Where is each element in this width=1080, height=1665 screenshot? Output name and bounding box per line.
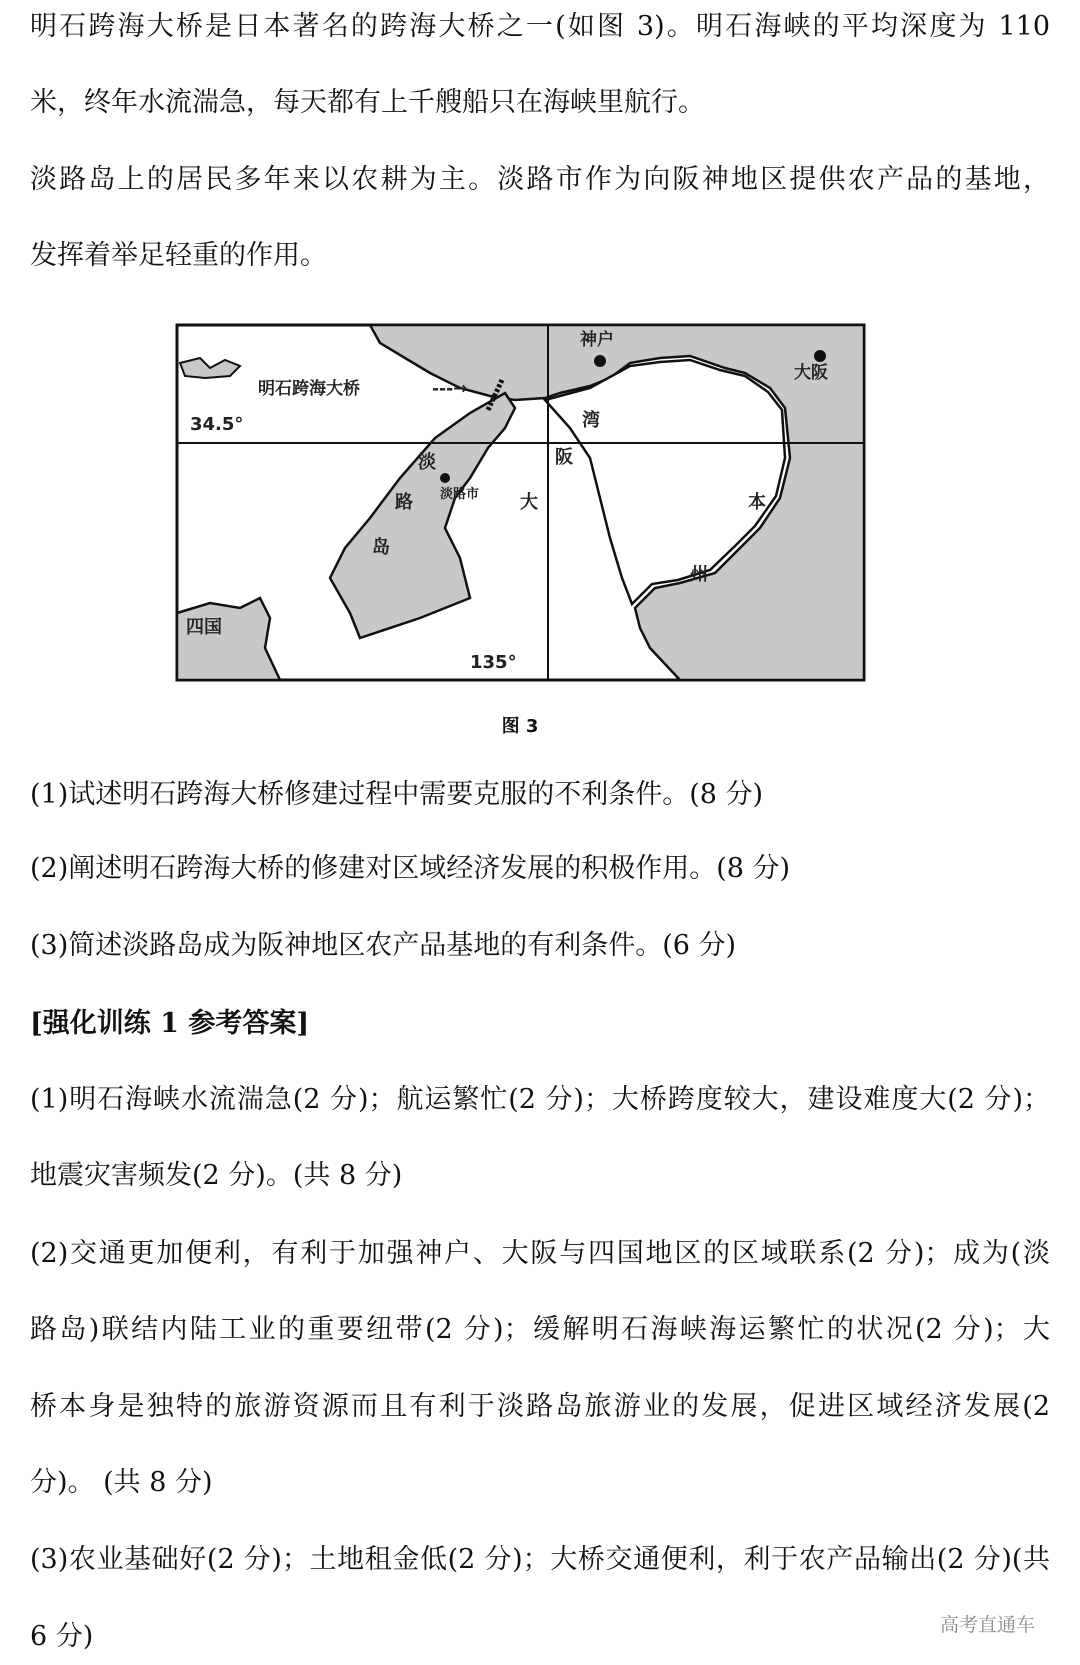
figure-caption: 图 3 bbox=[501, 716, 539, 737]
osaka-bay-char: 湾 bbox=[582, 410, 600, 431]
watermark: 高考直通车 bbox=[940, 1614, 1036, 1636]
answer-line: 6 分) bbox=[30, 1621, 94, 1652]
answer-line: (2)交通更加便利，有利于加强神户、大阪与四国地区的区域联系(2 分)；成为(淡 bbox=[30, 1238, 1050, 1269]
honshu-char: 州 bbox=[690, 564, 708, 585]
answer-title: [强化训练 1 参考答案] bbox=[30, 1008, 310, 1039]
awaji-island-char: 淡 bbox=[418, 452, 436, 473]
intro-line-4: 发挥着举足轻重的作用。 bbox=[30, 240, 327, 271]
osaka-bay-char: 大 bbox=[520, 492, 538, 513]
answer-line: 地震灾害频发(2 分)。(共 8 分) bbox=[30, 1160, 403, 1191]
osaka-label: 大阪 bbox=[794, 363, 828, 383]
answer-line: 路岛)联结内陆工业的重要纽带(2 分)；缓解明石海峡海运繁忙的状况(2 分)；大 bbox=[30, 1314, 1050, 1345]
longitude-label: 135° bbox=[470, 652, 517, 673]
honshu-char: 本 bbox=[748, 492, 766, 513]
osaka-bay-char: 阪 bbox=[555, 447, 573, 468]
awaji-island-char: 路 bbox=[395, 492, 413, 513]
bridge-label: 明石跨海大桥 bbox=[258, 379, 360, 399]
shikoku bbox=[177, 598, 280, 680]
bridge-arrow: ---→ bbox=[432, 379, 468, 399]
intro-line-1: 明石跨海大桥是日本著名的跨海大桥之一(如图 3)。明石海峡的平均深度为 110 bbox=[30, 11, 1050, 42]
answer-line: (3)农业基础好(2 分)；土地租金低(2 分)；大桥交通便利，利于农产品输出(2 分)(共 bbox=[30, 1544, 1050, 1575]
question-2: (2)阐述明石跨海大桥的修建对区域经济发展的积极作用。(8 分) bbox=[30, 853, 791, 884]
answer-line: (1)明石海峡水流湍急(2 分)；航运繁忙(2 分)；大桥跨度较大，建设难度大(2 分)； bbox=[30, 1084, 1050, 1115]
answer-line: 桥本身是独特的旅游资源而且有利于淡路岛旅游业的发展，促进区域经济发展(2 bbox=[30, 1391, 1050, 1422]
awaji-city-label: 淡路市 bbox=[440, 487, 480, 502]
question-1: (1)试述明石跨海大桥修建过程中需要克服的不利条件。(8 分) bbox=[30, 779, 764, 810]
question-3: (3)简述淡路岛成为阪神地区农产品基地的有利条件。(6 分) bbox=[30, 930, 737, 961]
shikoku-label: 四国 bbox=[186, 617, 222, 638]
intro-line-2: 米，终年水流湍急，每天都有上千艘船只在海峡里航行。 bbox=[30, 87, 705, 118]
answer-line: 分)。 (共 8 分) bbox=[30, 1467, 213, 1498]
awaji-island-char: 岛 bbox=[372, 537, 390, 558]
kobe-label: 神户 bbox=[580, 330, 614, 350]
latitude-label: 34.5° bbox=[190, 414, 244, 435]
intro-line-3: 淡路岛上的居民多年来以农耕为主。淡路市作为向阪神地区提供农产品的基地， bbox=[30, 164, 1050, 195]
figure-3-map bbox=[170, 318, 870, 688]
